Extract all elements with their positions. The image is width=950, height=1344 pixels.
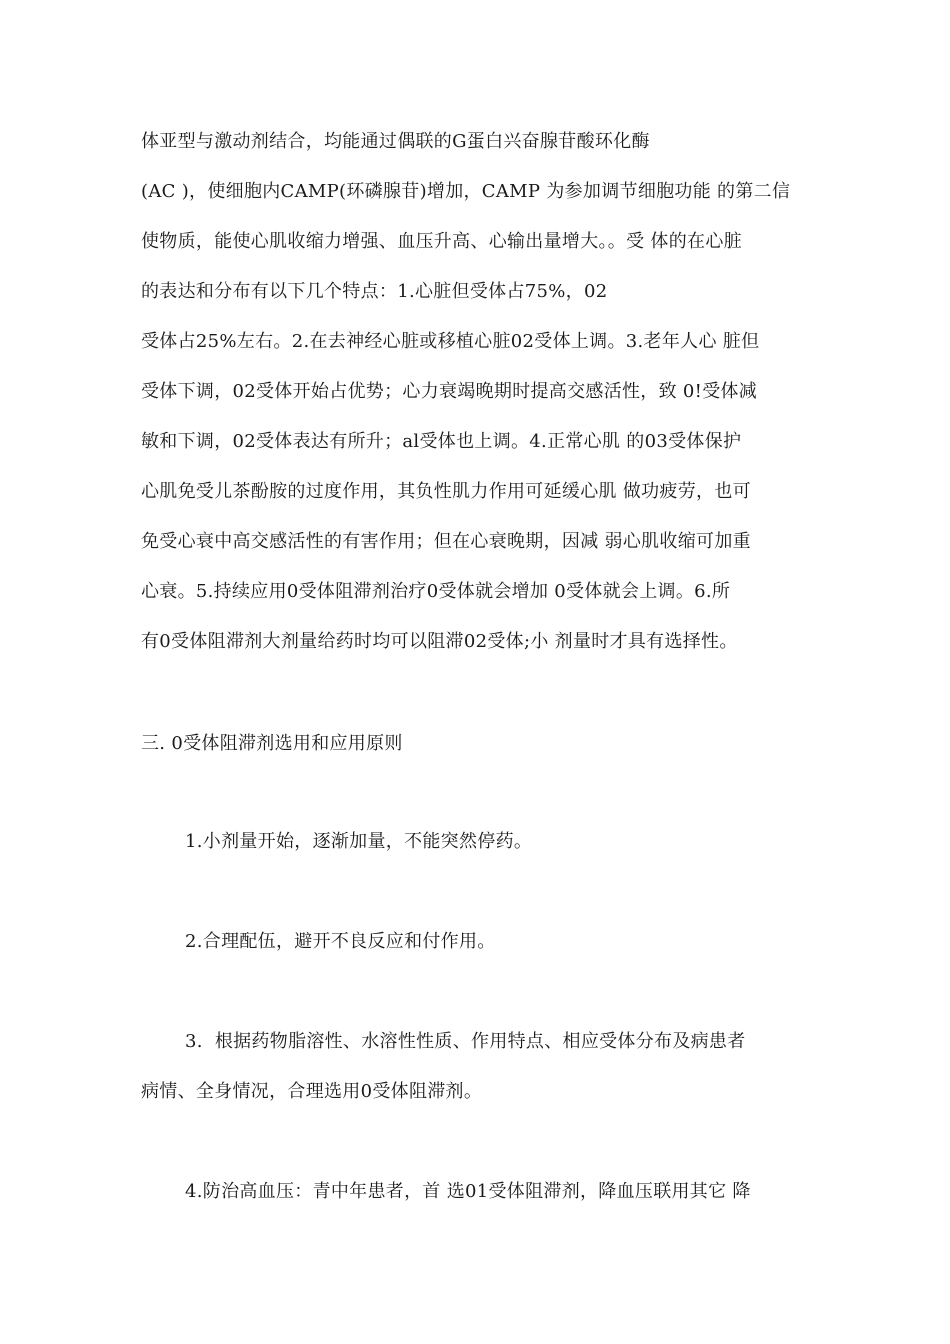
- paragraph-line: 免受心衰中高交感活性的有害作用；但在心衰晚期，因减 弱心肌收缩可加重: [141, 531, 751, 552]
- paragraph-line: 心衰。5.持续应用0受体阻滞剂治疗0受体就会增加 0受体就会上调。6.所: [141, 581, 731, 602]
- section-heading: 三. 0受体阻滞剂选用和应用原则: [141, 733, 403, 754]
- paragraph-line: 受体占25%左右。2.在去神经心脏或移植心脏02受体上调。3.老年人心 脏但: [141, 331, 760, 352]
- list-item: 2.合理配伍，避开不良反应和付作用。: [185, 931, 496, 952]
- list-item: 3. 根据药物脂溶性、水溶性性质、作用特点、相应受体分布及病患者: [185, 1031, 746, 1052]
- paragraph-line: 受体下调，02受体开始占优势；心力衰竭晚期时提高交感活性，致 0!受体减: [141, 381, 758, 402]
- paragraph-line: 有0受体阻滞剂大剂量给药时均可以阻滞02受体;小 剂量时才具有选择性。: [141, 631, 738, 652]
- paragraph-line: 敏和下调，02受体表达有所升；al受体也上调。4.正常心肌 的03受体保护: [141, 431, 742, 452]
- list-item: 1.小剂量开始，逐渐加量，不能突然停药。: [185, 831, 533, 852]
- paragraph-line: 使物质，能使心肌收缩力增强、血压升高、心输出量增大。。受 体的在心脏: [141, 231, 742, 252]
- paragraph-line: (AC )，使细胞内CAMP(环磷腺苷)增加，CAMP 为参加调节细胞功能 的第二信: [141, 181, 791, 202]
- paragraph-line: 心肌免受儿茶酚胺的过度作用，其负性肌力作用可延缓心肌 做功疲劳，也可: [141, 481, 751, 502]
- paragraph-line: 体亚型与激动剂结合，均能通过偶联的G蛋白兴奋腺苷酸环化酶: [141, 131, 650, 152]
- list-item: 4.防治高血压：青中年患者，首 选01受体阻滞剂，降血压联用其它 降: [185, 1181, 751, 1202]
- paragraph-line: 的表达和分布有以下几个特点：1.心脏但受体占75%，02: [141, 281, 608, 302]
- list-item-continuation: 病情、全身情况，合理选用0受体阻滞剂。: [141, 1081, 483, 1102]
